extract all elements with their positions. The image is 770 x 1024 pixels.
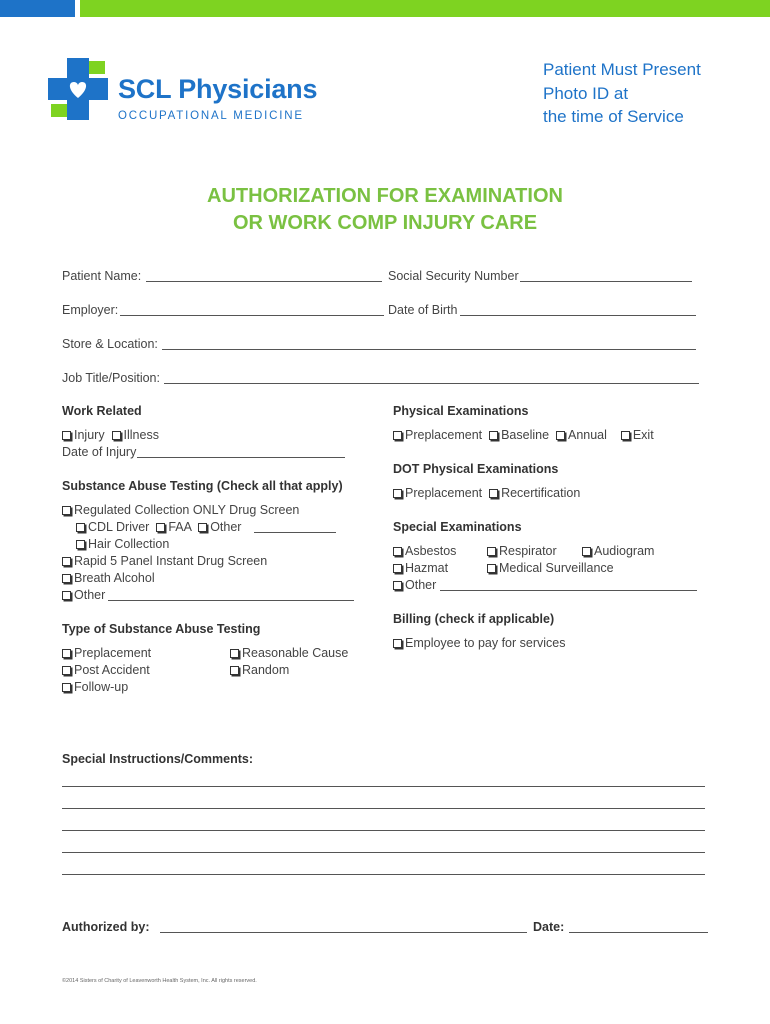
photo-note-line: Photo ID at: [543, 83, 629, 103]
other-sub-checkbox[interactable]: [198, 523, 207, 532]
regulated-option: [62, 503, 299, 517]
physical-exams-options: [393, 428, 654, 442]
work-related-heading: Work Related: [62, 404, 142, 418]
baseline-label: Baseline: [501, 428, 550, 442]
annual-checkbox[interactable]: [556, 431, 565, 440]
faa-checkbox[interactable]: [156, 523, 165, 532]
employee-pay-option: [393, 636, 566, 650]
form-title-line2: OR WORK COMP INJURY CARE: [232, 212, 538, 234]
comments-line[interactable]: [62, 874, 705, 875]
exit-label: Exit: [632, 428, 654, 442]
type-testing-heading: Type of Substance Abuse Testing: [62, 622, 261, 636]
employee-pay-checkbox[interactable]: [393, 639, 402, 648]
special-other-field[interactable]: [440, 590, 697, 591]
rapid-5-label: Rapid 5 Panel Instant Drug Screen: [74, 554, 268, 568]
hazmat-label: Hazmat: [405, 561, 449, 575]
rapid-5-checkbox[interactable]: [62, 557, 71, 566]
job-title-label: Job Title/Position:: [62, 371, 160, 385]
dob-label: Date of Birth: [388, 303, 458, 317]
dot-exams-heading: DOT Physical Examinations: [393, 462, 559, 476]
rapid-5-option: [62, 554, 267, 568]
hair-collection-label: Hair Collection: [88, 537, 170, 551]
respirator-checkbox[interactable]: [487, 547, 496, 556]
reasonable-cause-checkbox[interactable]: [230, 649, 239, 658]
reasonable-cause-option: [230, 646, 348, 660]
date-label: Date:: [533, 920, 565, 934]
hazmat-checkbox[interactable]: [393, 564, 402, 573]
random-option: [230, 663, 289, 677]
comments-line[interactable]: [62, 786, 705, 787]
employee-pay-label: Employee to pay for services: [405, 636, 566, 650]
work-related-options: [62, 428, 159, 442]
special-other-option: [393, 578, 436, 592]
recertification-checkbox[interactable]: [489, 489, 498, 498]
type-preplacement-option: [62, 646, 151, 660]
header-bar-blue: [0, 0, 75, 17]
store-location-label: Store & Location:: [62, 337, 158, 351]
other-sub-label: Other: [210, 520, 242, 534]
authorized-by-field[interactable]: [160, 932, 527, 933]
brand-name: SCL Physicians: [118, 74, 318, 104]
injury-checkbox[interactable]: [62, 431, 71, 440]
date-of-injury-field[interactable]: [137, 457, 345, 458]
phys-preplacement-label: Preplacement: [405, 428, 483, 442]
asbestos-label: Asbestos: [405, 544, 457, 558]
date-of-injury-label: Date of Injury: [62, 445, 137, 459]
reasonable-cause-label: Reasonable Cause: [242, 646, 349, 660]
type-preplacement-checkbox[interactable]: [62, 649, 71, 658]
comments-line[interactable]: [62, 830, 705, 831]
form-title-line1: AUTHORIZATION FOR EXAMINATION: [207, 185, 563, 207]
recertification-label: Recertification: [501, 486, 581, 500]
special-exams-heading: Special Examinations: [393, 520, 522, 534]
store-location-field[interactable]: [162, 349, 696, 350]
illness-checkbox[interactable]: [112, 431, 121, 440]
breath-alcohol-option: [62, 571, 155, 585]
type-preplacement-label: Preplacement: [74, 646, 152, 660]
authorized-by-label: Authorized by:: [62, 920, 150, 934]
job-title-field[interactable]: [164, 383, 699, 384]
regulated-checkbox[interactable]: [62, 506, 71, 515]
random-label: Random: [242, 663, 290, 677]
employer-field[interactable]: [120, 315, 384, 316]
dot-exams-options: [393, 486, 580, 500]
substance-other-field[interactable]: [108, 600, 354, 601]
billing-heading: Billing (check if applicable): [393, 612, 555, 626]
audiogram-label: Audiogram: [594, 544, 655, 558]
post-accident-checkbox[interactable]: [62, 666, 71, 675]
other-sub-field[interactable]: [254, 532, 336, 533]
photo-note-line: Patient Must Present: [543, 60, 701, 79]
ssn-label: Social Security Number: [388, 269, 519, 283]
substance-other-option: [62, 588, 105, 602]
dot-preplacement-label: Preplacement: [405, 486, 483, 500]
cdl-driver-checkbox[interactable]: [76, 523, 85, 532]
audiogram-checkbox[interactable]: [582, 547, 591, 556]
dot-preplacement-checkbox[interactable]: [393, 489, 402, 498]
exit-checkbox[interactable]: [621, 431, 630, 440]
cdl-driver-label: CDL Driver: [88, 520, 150, 534]
breath-alcohol-label: Breath Alcohol: [74, 571, 155, 585]
post-accident-option: [62, 663, 150, 677]
phys-preplacement-checkbox[interactable]: [393, 431, 402, 440]
substance-other-checkbox[interactable]: [62, 591, 71, 600]
respirator-option: [487, 544, 557, 558]
injury-label: Injury: [74, 428, 105, 442]
comments-line[interactable]: [62, 808, 705, 809]
random-checkbox[interactable]: [230, 666, 239, 675]
patient-name-field[interactable]: [146, 281, 382, 282]
faa-label: FAA: [168, 520, 192, 534]
comments-line[interactable]: [62, 852, 705, 853]
medical-surveillance-label: Medical Surveillance: [499, 561, 614, 575]
audiogram-option: [582, 544, 654, 558]
hair-collection-option: [76, 537, 169, 551]
follow-up-option: [62, 680, 128, 694]
hair-collection-checkbox[interactable]: [76, 540, 85, 549]
follow-up-checkbox[interactable]: [62, 683, 71, 692]
breath-alcohol-checkbox[interactable]: [62, 574, 71, 583]
employer-label: Employer:: [62, 303, 119, 317]
illness-label: Illness: [123, 428, 159, 442]
ssn-field[interactable]: [520, 281, 692, 282]
dob-field[interactable]: [460, 315, 696, 316]
date-field[interactable]: [569, 932, 708, 933]
post-accident-label: Post Accident: [74, 663, 150, 677]
annual-label: Annual: [567, 428, 607, 442]
physical-exams-heading: Physical Examinations: [393, 404, 529, 418]
substance-other-label: Other: [74, 588, 106, 602]
medical-surveillance-option: [487, 561, 614, 575]
asbestos-checkbox[interactable]: [393, 547, 402, 556]
copyright-footer: ©2014 Sisters of Charity of Leavenworth Health System, Inc. All rights reserved.: [62, 978, 257, 984]
regulated-label: Regulated Collection ONLY Drug Screen: [74, 503, 300, 517]
medical-surveillance-checkbox[interactable]: [487, 564, 496, 573]
patient-name-label: Patient Name:: [62, 269, 142, 283]
follow-up-label: Follow-up: [74, 680, 129, 694]
photo-note-line: the time of Service: [543, 107, 684, 126]
photo-id-note: [543, 58, 743, 129]
respirator-label: Respirator: [499, 544, 557, 558]
substance-testing-heading: Substance Abuse Testing (Check all that apply): [62, 479, 343, 493]
brand-subtitle: OCCUPATIONAL MEDICINE: [118, 110, 304, 122]
special-other-checkbox[interactable]: [393, 581, 402, 590]
hazmat-option: [393, 561, 448, 575]
baseline-checkbox[interactable]: [489, 431, 498, 440]
comments-heading: Special Instructions/Comments:: [62, 752, 254, 766]
scl-cross-logo-icon: [48, 58, 108, 120]
header-bar-green: [80, 0, 770, 17]
special-other-label: Other: [405, 578, 437, 592]
asbestos-option: [393, 544, 456, 558]
regulated-sub-options: [76, 520, 241, 534]
